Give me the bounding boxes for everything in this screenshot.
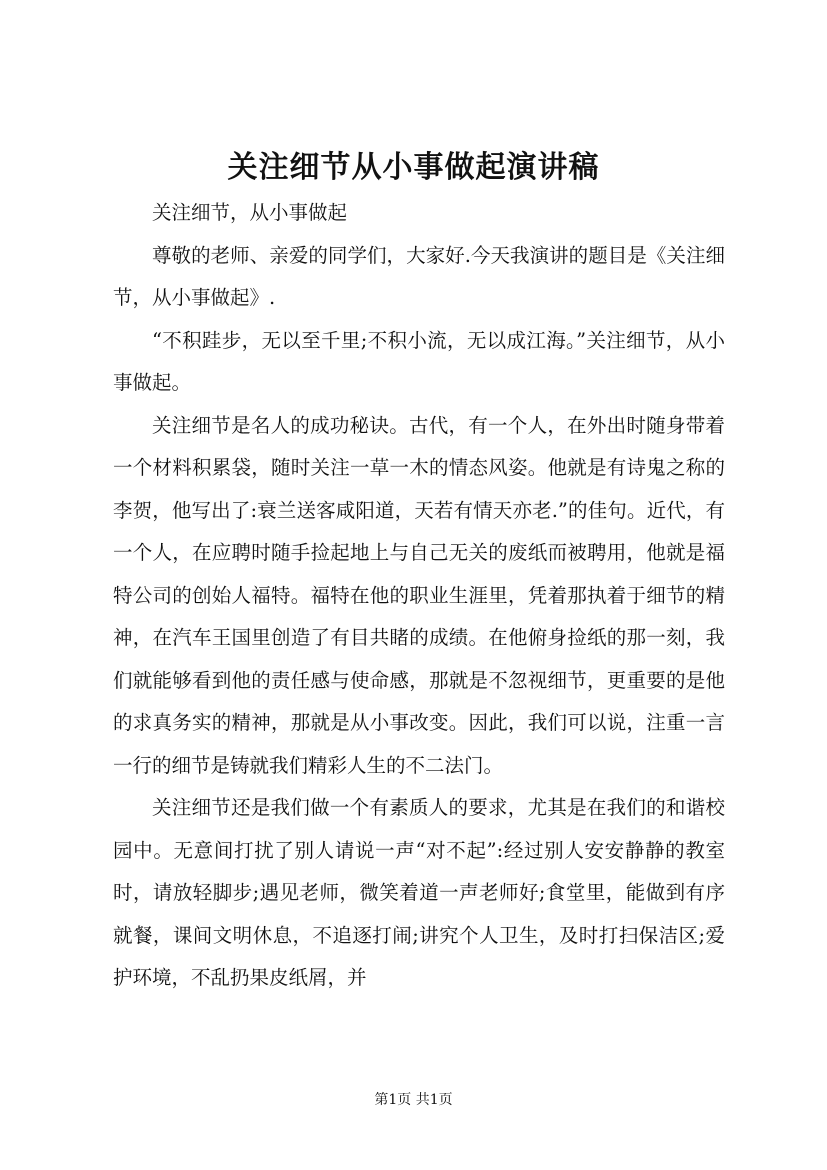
paragraph-greeting: 尊敬的老师、亲爱的同学们，大家好.今天我演讲的题目是《关注细节，从小事做起》.	[113, 243, 725, 309]
document-title: 关注细节从小事做起演讲稿	[227, 150, 600, 185]
page-number-footer: 第1页 共1页	[374, 1092, 453, 1108]
document-body	[113, 192, 725, 1000]
paragraph-subtitle: 关注细节，从小事做起	[152, 201, 348, 224]
paragraph-quality-requirement: 关注细节还是我们做一个有素质人的要求，尤其是在我们的和谐校园中。无意间打扰了别人请说一声“对不起”:经过别人安安静静的教室时，请放轻脚步;遇见老师，微笑着道一声老师好;食堂里，能做到有序就餐，课间文明休息，不追逐打闹;讲究个人卫生，及时打扫保洁区;爱护环境，不乱扔果皮纸屑，并	[113, 796, 725, 989]
paragraph-secret-of-success: 关注细节是名人的成功秘诀。古代，有一个人，在外出时随身带着一个材料积累袋，随时关注一草一木的情态风姿。他就是有诗鬼之称的李贺，他写出了:衰兰送客咸阳道，天若有情天亦老.”的佳句。近代，有一个人，在应聘时随手捡起地上与自己无关的废纸而被聘用，他就是福特公司的创始人福特。福特在他的职业生涯里，凭着那执着于细节的精神，在汽车王国里创造了有目共睹的成绩。在他俯身捡纸的那一刻，我们就能够看到他的责任感与使命感，那就是不忽视细节，更重要的是他的求真务实的精神，那就是从小事改变。因此，我们可以说，注重一言一行的细节是铸就我们精彩人生的不二法门。	[113, 413, 725, 777]
paragraph-quote: “不积跬步，无以至千里;不积小流，无以成江海。”关注细节，从小事做起。	[113, 328, 725, 394]
